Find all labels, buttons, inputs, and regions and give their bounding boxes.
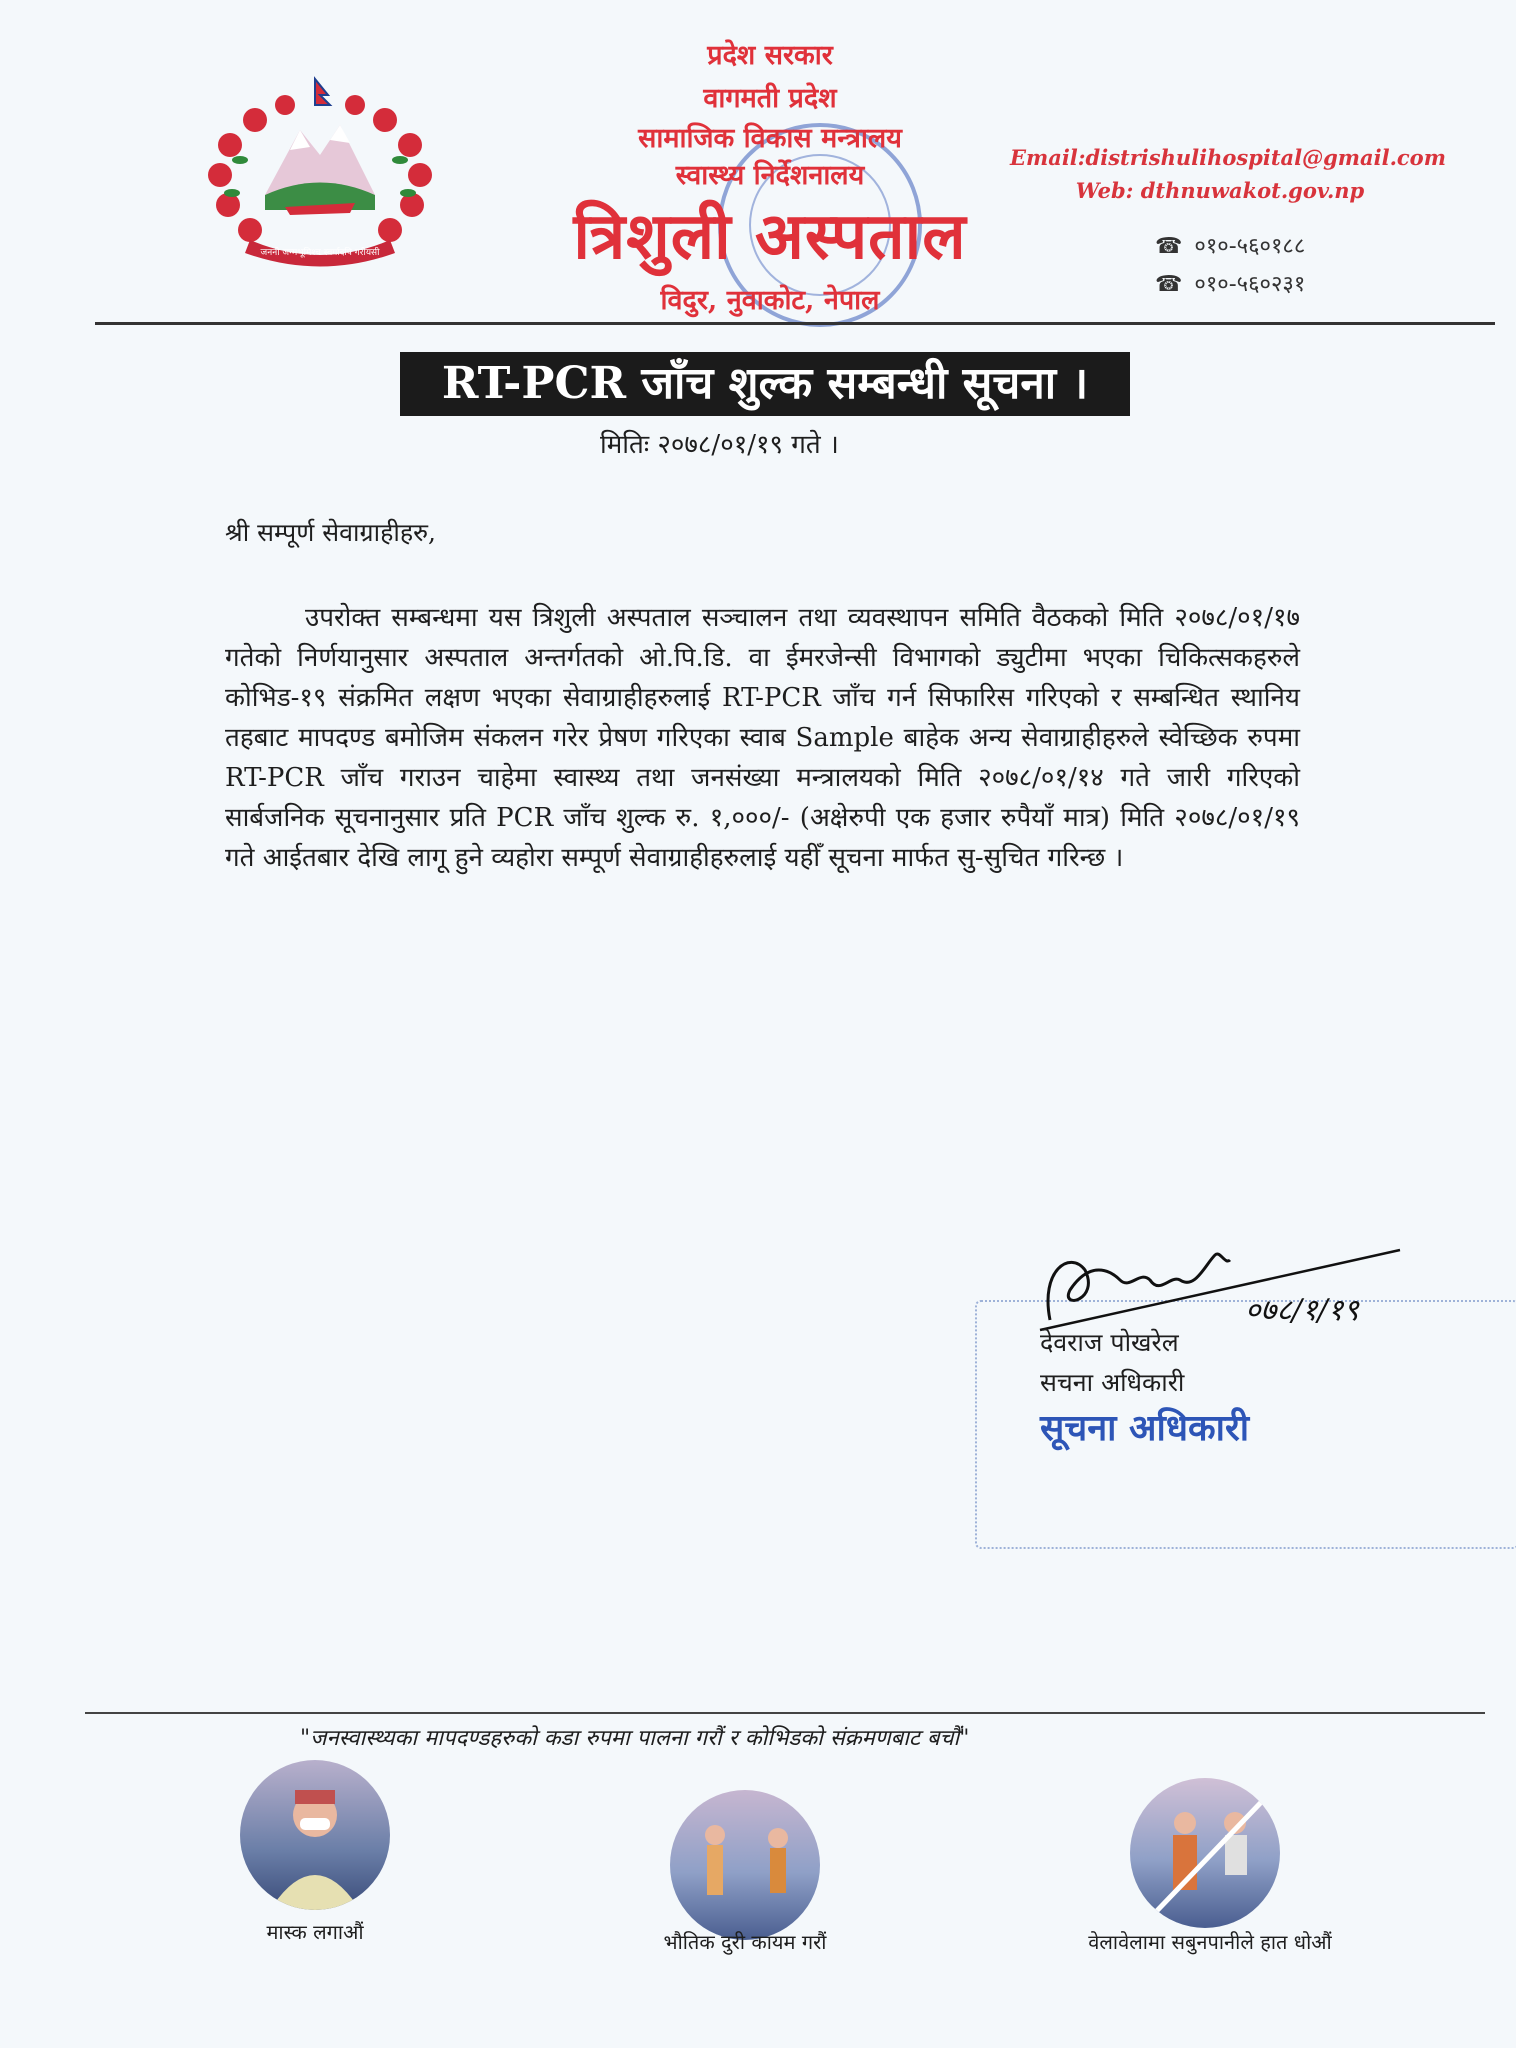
signatory-designation: सचना अधिकारी bbox=[1040, 1368, 1185, 1397]
notice-body: उपरोक्त सम्बन्धमा यस त्रिशुली अस्पताल सञ्चालन तथा व्यवस्थापन समिति वैठकको मिति २०७८/०१/१७ गतेको निर्णयानुसार अस्पताल अन्तर्गतको ओ.पि.डि. वा ईमरजेन्सी विभागको ड्युटीमा भएका चिकित्सकहरुले कोभिड-१९ संक्रमित लक्षण भएका सेवाग्राहीहरुलाई RT-PCR जाँच गर्न सिफारिस गरिएको र सम्बन्धित स्थानिय तहबाट मापदण्ड बमोजिम संकलन गरेर प्रेषण गरिएका स्वाब Sample बाहेक अन्य सेवाग्राहीहरुले स्वेच्छिक रुपमा RT-PCR जाँच गराउन चाहेमा स्वास्थ्य तथा जनसंख्या मन्त्रालयको मिति २०७८/०१/१४ गते जारी गरिएको सार्बजनिक सूचनानुसार प्रति PCR जाँच शुल्क रु. १,०००/- (अक्षेरुपी एक हजार रुपैयाँ मात्र) मिति २०७८/०१/१९ गते आईतबार देखि लागू हुने व्यहोरा सम्पूर्ण सेवाग्राहीहरुलाई यहीँ सूचना मार्फत सु-सुचित गरिन्छ । bbox=[225, 603, 1300, 873]
caption-physical-distance: भौतिक दुरी कायम गरौं bbox=[663, 1930, 827, 1954]
website[interactable]: Web: dthnuwakot.gov.np bbox=[1075, 178, 1365, 203]
footer-divider bbox=[85, 1712, 1485, 1714]
signature-date: ०७८/१/१९ bbox=[1245, 1293, 1359, 1328]
caption-wear-mask: मास्क लगाऔं bbox=[266, 1920, 364, 1944]
footer-slogan: "जनस्वास्थ्यका मापदण्डहरुको कडा रुपमा पालना गरौं र कोभिडको संक्रमणबाट बचौं" bbox=[300, 1726, 970, 1751]
salutation: श्री सम्पूर्ण सेवाग्राहीहरु, bbox=[225, 518, 436, 547]
header-divider bbox=[95, 322, 1495, 325]
phone-1 bbox=[1155, 230, 1305, 260]
nepal-emblem bbox=[190, 75, 450, 275]
notice-title: RT-PCR जाँच शुल्क सम्बन्धी सूचना । bbox=[400, 352, 1130, 416]
hospital-name: त्रिशुली अस्पताल bbox=[573, 199, 967, 274]
designation-stamp: सूचना अधिकारी bbox=[1040, 1408, 1250, 1449]
notice-date: मितिः २०७८/०१/१९ गते । bbox=[600, 430, 839, 460]
handwash-illustration bbox=[1130, 1778, 1280, 1928]
hospital-address: विदुर, नुवाकोट, नेपाल bbox=[660, 285, 880, 316]
caption-wash-hands: वेलावेलामा सबुनपानीले हात धोऔं bbox=[1088, 1930, 1332, 1954]
phone-number: ०१०-५६०१८८ bbox=[1194, 234, 1306, 259]
phone-number: ०१०-५६०२३१ bbox=[1194, 272, 1306, 297]
mask-illustration bbox=[240, 1760, 390, 1910]
phone-2 bbox=[1155, 268, 1305, 298]
email-address[interactable]: Email:distrishulihospital@gmail.com bbox=[1010, 145, 1446, 170]
emblem-motto: जननी जन्मभूमिश्च स्वर्गादपि गरीयसी bbox=[260, 248, 380, 258]
signatory-name: देवराज पोखरेल bbox=[1040, 1328, 1179, 1357]
header-line-1: प्रदेश सरकार bbox=[707, 40, 833, 71]
header-line-3: सामाजिक विकास मन्त्रालय bbox=[638, 123, 902, 154]
header-line-4: स्वास्थ्य निर्देशनालय bbox=[675, 160, 865, 191]
distance-illustration bbox=[670, 1790, 820, 1940]
telephone-icon: ☎ bbox=[1155, 272, 1183, 297]
telephone-icon: ☎ bbox=[1155, 234, 1183, 259]
header-line-2: वागमती प्रदेश bbox=[703, 83, 837, 114]
